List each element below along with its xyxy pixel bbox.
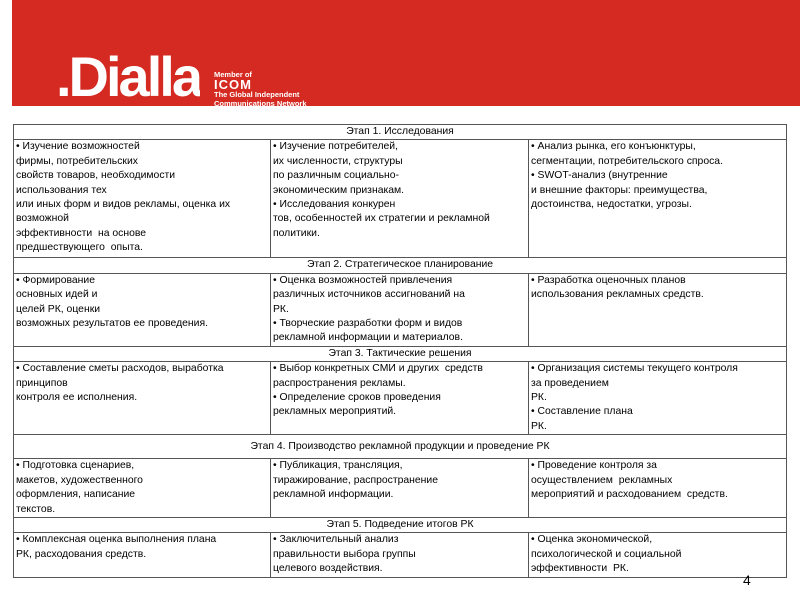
stage-title: Этап 4. Производство рекламной продукции и проведение РК — [14, 435, 787, 459]
cell-line: целей РК, оценки — [16, 303, 101, 315]
stages-table-body — [14, 125, 787, 578]
cell-line: по различным социально- — [273, 170, 399, 182]
logo-text: .Dialla — [56, 46, 200, 108]
cell-line: • Разработка оценочных планов — [531, 274, 686, 286]
cell-line: осуществлением рекламных — [531, 474, 673, 486]
cell-line: • SWOT-анализ (внутренние — [531, 170, 668, 182]
stage-cell — [271, 459, 529, 518]
icom-line: Member of — [214, 70, 252, 79]
icom-line: Communications Network — [214, 99, 307, 108]
cell-line: экономическим признакам. — [273, 184, 405, 196]
cell-line: за проведением — [531, 377, 609, 389]
cell-line: оформления, написание — [16, 489, 136, 501]
stage-cell — [14, 533, 271, 577]
cell-line: использования рекламных средств. — [531, 289, 704, 301]
cell-line: основных идей и — [16, 289, 98, 301]
stage-title-row — [14, 125, 787, 140]
cell-line: • Подготовка сценариев, — [16, 460, 135, 472]
cell-line: рекламных мероприятий. — [273, 406, 397, 418]
stage-cell — [271, 362, 529, 435]
cell-line: тиражирование, распространение — [273, 474, 438, 486]
cell-line: • Определение сроков проведения — [273, 392, 441, 404]
cell-line: • Составление сметы расходов, выработка — [16, 363, 224, 375]
stage-cell — [14, 140, 271, 258]
cell-line: или иных форм и видов рекламы, оценка их — [16, 199, 231, 211]
cell-line: • Проведение контроля за — [531, 460, 657, 472]
cell-line: психологической и социальной — [531, 548, 682, 560]
cell-line: возможной — [16, 213, 69, 225]
cell-line: • Комплексная оценка выполнения плана — [16, 534, 217, 546]
cell-line: • Организация системы текущего контроля — [531, 363, 738, 375]
cell-line: рекламной информации и материалов. — [273, 332, 463, 344]
cell-line: РК. — [273, 303, 289, 315]
cell-line: эффективности на основе — [16, 227, 147, 239]
icom-line: ICOM — [214, 77, 252, 92]
cell-line: • Заключительный анализ — [273, 534, 399, 546]
header-banner — [12, 0, 800, 106]
stage-content-row — [14, 533, 787, 577]
cell-line: • Изучение возможностей — [16, 141, 140, 153]
cell-line: различных источников ассигнований на — [273, 289, 465, 301]
cell-line: достоинства, недостатки, угрозы. — [531, 199, 692, 211]
cell-line: политики. — [273, 227, 320, 239]
cell-line: принципов — [16, 377, 68, 389]
stage-title-row — [14, 517, 787, 532]
stage-cell — [14, 362, 271, 435]
stage-content-row — [14, 140, 787, 258]
stage-cell — [529, 273, 787, 346]
cell-line: • Публикация, трансляция, — [273, 460, 403, 472]
icom-line: The Global Independent — [214, 90, 300, 99]
cell-line: фирмы, потребительских — [16, 155, 138, 167]
stage-title-row — [14, 346, 787, 361]
stage-title: Этап 1. Исследования — [14, 125, 787, 140]
cell-line: целевого воздействия. — [273, 563, 383, 575]
cell-line: • Составление плана — [531, 406, 633, 418]
stages-table — [13, 124, 787, 578]
icom-membership-label — [214, 70, 307, 108]
stage-cell — [529, 459, 787, 518]
stage-cell — [529, 533, 787, 577]
cell-line: • Исследования конкурен — [273, 199, 396, 211]
cell-line: использования тех — [16, 184, 107, 196]
cell-line: сегментации, потребительского спроса. — [531, 155, 723, 167]
stage-cell — [271, 140, 529, 258]
stage-content-row — [14, 459, 787, 518]
cell-line: • Анализ рынка, его конъюнктуры, — [531, 141, 696, 153]
stage-title-row — [14, 258, 787, 273]
cell-line: РК. — [531, 392, 547, 404]
cell-line: и внешние факторы: преимущества, — [531, 184, 708, 196]
cell-line: возможных результатов ее проведения. — [16, 318, 208, 330]
stage-cell — [529, 362, 787, 435]
stage-title: Этап 2. Стратегическое планирование — [14, 258, 787, 273]
page-number: 4 — [743, 572, 751, 588]
cell-line: РК. — [531, 420, 547, 432]
cell-line: • Изучение потребителей, — [273, 141, 398, 153]
cell-line: • Выбор конкретных СМИ и других средств — [273, 363, 483, 375]
cell-line: • Оценка экономической, — [531, 534, 653, 546]
stage-content-row — [14, 273, 787, 346]
stage-title: Этап 3. Тактические решения — [14, 346, 787, 361]
cell-line: контроля ее исполнения. — [16, 392, 138, 404]
cell-line: макетов, художественного — [16, 474, 143, 486]
cell-line: РК, расходования средств. — [16, 548, 147, 560]
stage-title: Этап 5. Подведение итогов РК — [14, 517, 787, 532]
cell-line: • Творческие разработки форм и видов — [273, 318, 463, 330]
stage-cell — [271, 273, 529, 346]
stage-title-row — [14, 435, 787, 459]
cell-line: предшествующего опыта. — [16, 242, 143, 254]
cell-line: свойств товаров, необходимости — [16, 170, 176, 182]
stage-cell — [529, 140, 787, 258]
cell-line: их численности, структуры — [273, 155, 403, 167]
stage-cell — [14, 459, 271, 518]
cell-line: распространения рекламы. — [273, 377, 406, 389]
cell-line: тов, особенностей их стратегии и рекламной — [273, 213, 490, 225]
cell-line: • Оценка возможностей привлечения — [273, 274, 453, 286]
cell-line: эффективности РК. — [531, 563, 629, 575]
stage-cell — [14, 273, 271, 346]
cell-line: • Формирование — [16, 274, 95, 286]
stage-content-row — [14, 362, 787, 435]
cell-line: мероприятий и расходованием средств. — [531, 489, 728, 501]
cell-line: правильности выбора группы — [273, 548, 416, 560]
cell-line: текстов. — [16, 503, 56, 515]
stage-cell — [271, 533, 529, 577]
cell-line: рекламной информации. — [273, 489, 394, 501]
dialla-logo — [56, 46, 200, 108]
